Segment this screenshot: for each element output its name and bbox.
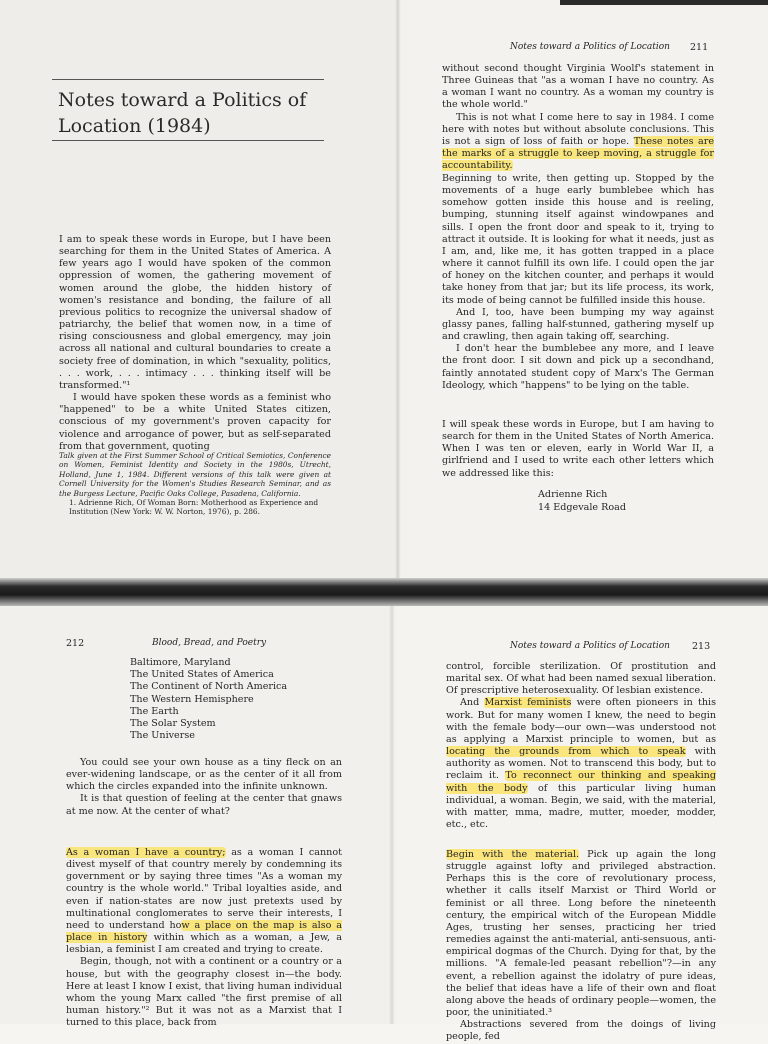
chapter-title [58, 87, 306, 139]
book-gutter-bottom [389, 605, 395, 1024]
body-text-2 [442, 173, 714, 392]
page-210 [0, 0, 398, 580]
highlighted-passage: These notes are the marks of a struggle to keep moving, a struggle for accountability. [442, 135, 715, 172]
paragraph: Begin, though, not with a continent or a country or a house, but with the geography closest in—the body. Here at least I know I exist, that living human individual whom the young Marx called "the first premise of all human history."² But it was not as a Marxist that I turned to this place, back from [66, 956, 342, 1029]
title-rule-top [52, 79, 324, 80]
text-run: with authority as women. Not to transcend this body, but to reclaim it. [446, 746, 716, 782]
paragraph: I will speak these words in Europe, but I am having to search for them in the United States of North America. When I was ten or eleven, early in World War II, a girlfriend and I used to write each other letters which we addressed like this: [442, 419, 714, 479]
scan-page-divider [0, 578, 768, 606]
body-text [446, 661, 716, 831]
text-run: This is not what I come here to say in 1984. I come here with notes but without absolute conclusions. This is not a sign of loss of faith or hope. [442, 111, 714, 147]
highlighted-passage: locating the grounds from which to speak [446, 746, 686, 758]
paragraph: Abstractions severed from the doings of living people, fed [446, 1019, 716, 1043]
text-run: were often pioneers in this work. But for many women I knew, the need to begin with the female body—our own—was understood not as applying a Marxist principle to women, but as [446, 697, 716, 745]
paragraph: without second thought Virginia Woolf's statement in Three Guineas that "as a woman I have no country. As a woman I want no country. As a woman my country is the whole world." [442, 63, 714, 111]
address-line: The Solar System [130, 718, 216, 730]
signature-block [538, 488, 626, 514]
text-run: as a woman I cannot divest myself of that country merely by condemning its government or by saying three times "As a woman my country is the whole world." Tribal loyalties aside, and even if nation-states are now just pretexts used by multinational conglomerates to serve their interests, I need to understand ho [66, 847, 342, 931]
body-text [66, 757, 342, 818]
highlighted-passage: As a woman I have a country; [66, 847, 226, 858]
chapter-title-line-2: Location (1984) [58, 115, 211, 137]
paragraph: It is that question of feeling at the center that gnaws at me now. At the center of what? [66, 793, 342, 817]
running-header: Blood, Bread, and Poetry [152, 638, 267, 648]
highlighted-passage: To reconnect our thinking and speaking with the body [446, 770, 716, 794]
body-text [59, 234, 331, 453]
running-header: Notes toward a Politics of Location [510, 42, 670, 52]
page-213 [392, 605, 768, 1043]
paragraph: You could see your own house as a tiny fleck on an ever-widening landscape, or as the center of it all from which the circles expanded into the infinite unknown. [66, 757, 342, 793]
paragraph: I would have spoken these words as a feminist who "happened" to be a white United States citizen, conscious of my government's proven capacity for violence and arrogance of power, but as self-separated from that government, quoting [59, 392, 331, 452]
text-run: Pick up again the long struggle against lofty and privileged abstraction. Perhaps this is the core of revolutionary process, whether it calls itself Marxist or Third World or feminist or all three. Long before the nineteenth century, the empirical witch of the European Middle Ages, trusting her senses, practicing her tried remedies against the anti-material, anti-sensuous, anti-empirical dogmas of the Church. Dying for that, by the millions. "A female-led peasant rebellion"?—in any event, a rebellion against the idolatry of pure ideas, the belief that ideas have a life of their own and float along above the heads of ordinary people—women, the poor, the uninitiated.³ [446, 849, 716, 1019]
paragraph [442, 112, 714, 173]
address-line: Baltimore, Maryland [130, 657, 231, 668]
body-text-2 [66, 847, 342, 1029]
text-run: within which as a woman, a Jew, a lesbian, a feminist I am created and trying to create. [66, 932, 342, 956]
footnote-venue: Talk given at the First Summer School of Critical Semiotics, Conference on Women, Feminist Identity and Society in the 1980s, Utrecht, Holland, June 1, 1984. Different versions of this talk were given at Cornell University for the Women's Studies Research Seminar, and as the Burgess Lecture, Pacific Oaks College, Pasadena, California. [59, 451, 331, 498]
highlighted-passage: Marxist feminists [484, 697, 572, 709]
address-line: The Continent of North America [130, 681, 288, 693]
page-number: 212 [66, 638, 85, 649]
page-number: 213 [692, 641, 711, 652]
address-line: The Universe [130, 730, 195, 742]
scan-edge-shadow [560, 0, 768, 5]
address-line: The Earth [130, 705, 179, 717]
body-text-3 [442, 419, 714, 480]
text-run: of this particular living human individual, a woman. Begin, we said, with the material, with matter, mma, madre, mutter, moeder, modder, etc., etc. [446, 782, 716, 831]
paragraph: I don't hear the bumblebee any more, and I leave the front door. I sit down and pick up a secondhand, faintly annotated student copy of Marx's The German Ideology, which "happens" to be lying on the table. [442, 343, 714, 391]
paragraph [446, 697, 716, 831]
address-line: The United States of America [130, 669, 274, 681]
address-line: The Western Hemisphere [130, 693, 254, 705]
signature-address: 14 Edgevale Road [538, 502, 627, 513]
paragraph [446, 849, 716, 1019]
page-211 [398, 0, 768, 580]
signature-name: Adrienne Rich [538, 489, 608, 500]
book-gutter-top [395, 0, 401, 580]
running-header: Notes toward a Politics of Location [510, 641, 670, 651]
paragraph: control, forcible sterilization. Of prostitution and marital sex. Of what had been named sexual liberation. Of prescriptive heterosexuality. Of lesbian existence. [446, 661, 716, 697]
letter-address [130, 657, 287, 742]
paragraph: Beginning to write, then getting up. Stopped by the movements of a huge early bumblebee which has somehow gotten inside this house and is reeling, bumping, stunning itself against windowpanes and sills. I open the front door and speak to it, trying to attract it outside. It is looking for what it needs, just as I am, and, like me, it has gotten trapped in a place where it cannot fulfill its own life. I could open the jar of honey on the kitchen counter, and perhaps it would take honey from that jar; but its life process, its work, its mode of being cannot be fulfilled inside this house. [442, 173, 714, 306]
footnotes [59, 451, 331, 517]
paragraph: I am to speak these words in Europe, but I have been searching for them in the United States of America. A few years ago I would have spoken of the common oppression of women, the gathering movement of women around the globe, the hidden history of women's resistance and bonding, the failure of all previous politics to recognize the universal shadow of patriarchy, the belief that women now, in a time of rising consciousness and global emergency, may join across all national and cultural boundaries to create a society free of domination, in which "sexuality, politics, . . . work, . . . intimacy . . . thinking itself will be transformed."¹ [59, 234, 331, 391]
title-rule-bottom [52, 140, 324, 141]
page-212 [0, 605, 392, 1029]
body-text-2 [446, 849, 716, 1044]
highlighted-passage: w a place on the map is also a place in history [66, 919, 342, 944]
footnote-1: 1. Adrienne Rich, Of Woman Born: Motherhood as Experience and Institution (New York: W. W. Norton, 1976), p. 286. [69, 498, 319, 517]
chapter-title-line-1: Notes toward a Politics of [58, 89, 307, 111]
text-run: And [460, 697, 485, 709]
paragraph [66, 847, 342, 956]
highlighted-passage: Begin with the material. [446, 849, 580, 860]
paragraph: And I, too, have been bumping my way against glassy panes, falling half-stunned, gathering myself up and crawling, then again taking off, searching. [442, 306, 714, 343]
body-text [442, 63, 714, 172]
page-number: 211 [690, 42, 709, 53]
